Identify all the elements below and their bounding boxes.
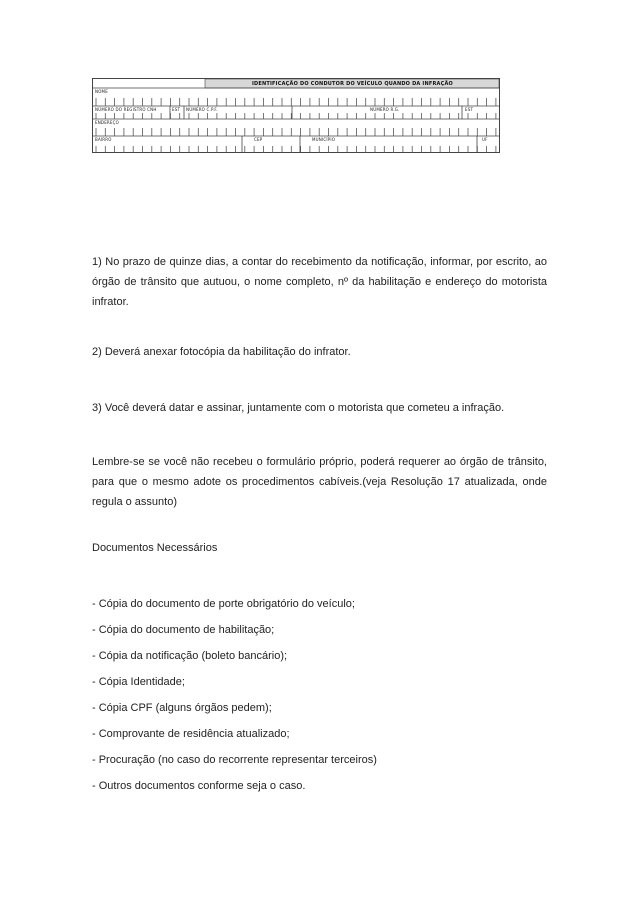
field-label-est-2: EST <box>465 107 474 112</box>
field-label-est-1: EST <box>172 107 181 112</box>
instruction-2: 2) Deverá anexar fotocópia da habilitação do infrator. <box>92 346 351 358</box>
field-label-rg: NÚMERO R.G. <box>370 107 400 112</box>
field-label-uf: UF <box>482 137 488 142</box>
field-label-bairro: BAIRRO <box>95 137 112 142</box>
field-label-registro: NÚMERO DO REGISTRO CNH <box>95 107 157 112</box>
reminder-paragraph: Lembre-se se você não recebeu o formulário próprio, poderá requerer ao órgão de trânsito, para que o mesmo adote os procedimentos cabíveis.(veja Resolução 17 atualizada, onde regula o assunto) <box>92 456 547 508</box>
documents-title: Documentos Necessários <box>92 542 218 554</box>
instruction-1: 1) No prazo de quinze dias, a contar do recebimento da notificação, informar, por escrito, ao órgão de trânsito que autuou, o nome completo, nº da habilitação e endereço do motorista infrator. <box>92 256 547 308</box>
field-label-cep: CEP <box>254 137 263 142</box>
instruction-3: 3) Você deverá datar e assinar, juntamente com o motorista que cometeu a infração. <box>92 402 505 414</box>
document-item: - Cópia Identidade; <box>92 676 185 688</box>
document-item: - Cópia do documento de porte obrigatório do veículo; <box>92 598 355 610</box>
form-grid-drawing <box>92 78 500 153</box>
conductor-identification-form-image <box>92 78 500 153</box>
document-item: - Procuração (no caso do recorrente representar terceiros) <box>92 754 377 766</box>
document-item: - Comprovante de residência atualizado; <box>92 728 290 740</box>
document-item: - Cópia da notificação (boleto bancário); <box>92 650 288 662</box>
form-header: IDENTIFICAÇÃO DO CONDUTOR DO VEÍCULO QUANDO DA INFRAÇÃO <box>251 81 454 87</box>
document-item: - Cópia CPF (alguns órgãos pedem); <box>92 702 272 714</box>
field-label-municipio: MUNICÍPIO <box>312 137 336 142</box>
document-item: - Cópia do documento de habilitação; <box>92 624 275 636</box>
document-item: - Outros documentos conforme seja o caso. <box>92 780 306 792</box>
field-label-cpf: NÚMERO C.P.F. <box>186 107 218 112</box>
field-label-endereco: ENDEREÇO <box>95 120 119 125</box>
field-label-nome: NOME <box>95 89 108 94</box>
